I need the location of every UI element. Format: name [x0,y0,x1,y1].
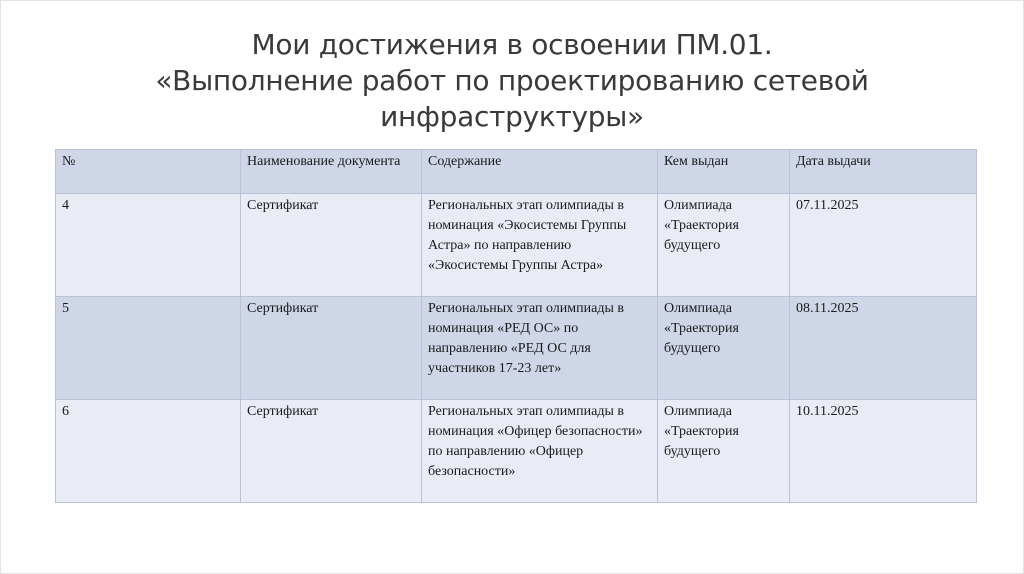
cell-issuer: Олимпиада «Траектория будущего [658,297,790,400]
table-row [56,400,977,503]
cell-issue-date: 10.11.2025 [790,400,977,503]
cell-number: 5 [56,297,241,400]
header-content: Содержание [422,150,658,194]
slide-title [120,27,904,135]
cell-content: Региональных этап олимпиады в номинация «Экосистемы Группы Астра» по направлению «Экосистемы Группы Астра» [422,194,658,297]
header-document-name: Наименование документа [241,150,422,194]
cell-content: Региональных этап олимпиады в номинация «РЕД ОС» по направлению «РЕД ОС для участников 17-23 лет» [422,297,658,400]
slide-title-line-3: инфраструктуры» [380,100,644,133]
slide-title-line-1: Мои достижения в освоении ПМ.01. [251,28,773,61]
cell-issue-date: 08.11.2025 [790,297,977,400]
cell-number: 6 [56,400,241,503]
slide-title-line-2: «Выполнение работ по проектированию сетевой [155,64,869,97]
cell-content: Региональных этап олимпиады в номинация «Офицер безопасности» по направлению «Офицер безопасности» [422,400,658,503]
table-row [56,297,977,400]
cell-number: 4 [56,194,241,297]
table-header-row [56,150,977,194]
cell-document-name: Сертификат [241,194,422,297]
cell-document-name: Сертификат [241,297,422,400]
cell-document-name: Сертификат [241,400,422,503]
cell-issue-date: 07.11.2025 [790,194,977,297]
header-issue-date: Дата выдачи [790,150,977,194]
achievements-table [55,149,977,503]
table-row [56,194,977,297]
cell-issuer: Олимпиада «Траектория будущего [658,400,790,503]
cell-issuer: Олимпиада «Траектория будущего [658,194,790,297]
header-number: № [56,150,241,194]
header-issuer: Кем выдан [658,150,790,194]
